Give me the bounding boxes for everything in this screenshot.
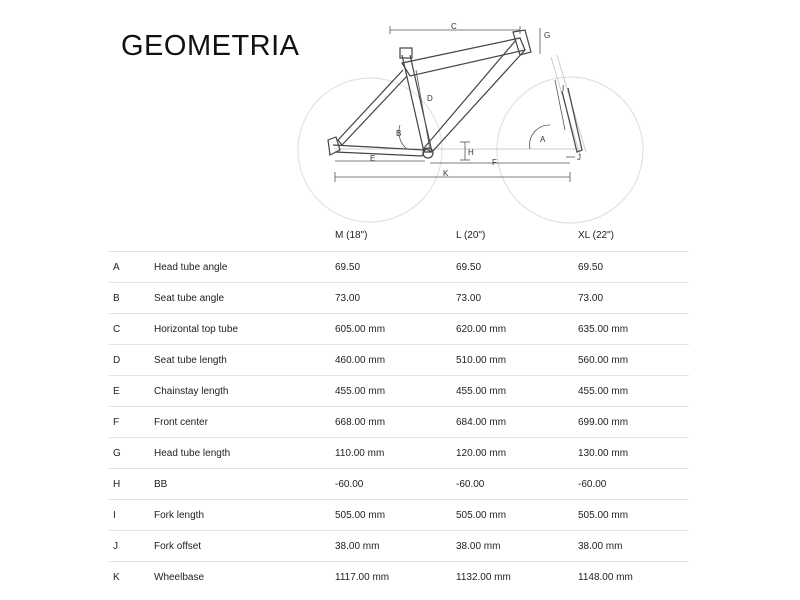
row-name: Seat tube angle <box>154 283 335 314</box>
label-g: G <box>544 31 551 40</box>
row-value-m: 38.00 mm <box>335 531 456 562</box>
table-row <box>109 252 689 283</box>
label-i: I <box>562 84 565 93</box>
row-value-l: 684.00 mm <box>456 407 578 438</box>
row-name: BB <box>154 469 335 500</box>
row-value-m: 1117.00 mm <box>335 562 456 593</box>
label-k: K <box>443 169 449 178</box>
row-value-m: 505.00 mm <box>335 500 456 531</box>
page-title: GEOMETRIA <box>121 30 300 62</box>
row-value-m: 110.00 mm <box>335 438 456 469</box>
row-value-xl: -60.00 <box>578 469 689 500</box>
header-size-xl: XL (22") <box>578 230 614 241</box>
row-key: E <box>109 376 154 407</box>
label-c: C <box>451 22 457 31</box>
label-h: H <box>468 148 474 157</box>
label-e: E <box>370 154 376 163</box>
label-d: D <box>427 94 433 103</box>
row-key: K <box>109 562 154 593</box>
row-value-m: -60.00 <box>335 469 456 500</box>
row-name: Seat tube length <box>154 345 335 376</box>
row-key: J <box>109 531 154 562</box>
row-key: C <box>109 314 154 345</box>
row-key: B <box>109 283 154 314</box>
label-b: B <box>396 129 402 138</box>
label-a: A <box>540 135 546 144</box>
table-row <box>109 283 689 314</box>
row-name: Chainstay length <box>154 376 335 407</box>
row-value-l: 38.00 mm <box>456 531 578 562</box>
row-value-l: 1132.00 mm <box>456 562 578 593</box>
row-value-xl: 560.00 mm <box>578 345 689 376</box>
header-size-m: M (18") <box>335 230 368 241</box>
row-value-xl: 505.00 mm <box>578 500 689 531</box>
table-row <box>109 438 689 469</box>
row-name: Wheelbase <box>154 562 335 593</box>
table-row <box>109 500 689 531</box>
row-key: F <box>109 407 154 438</box>
row-value-l: 73.00 <box>456 283 578 314</box>
table-row <box>109 376 689 407</box>
header-key <box>109 220 154 252</box>
row-name: Head tube length <box>154 438 335 469</box>
table-row <box>109 562 689 593</box>
row-value-l: 620.00 mm <box>456 314 578 345</box>
row-key: I <box>109 500 154 531</box>
header-size-l: L (20") <box>456 230 486 241</box>
row-value-xl: 699.00 mm <box>578 407 689 438</box>
row-key: H <box>109 469 154 500</box>
table-row <box>109 314 689 345</box>
row-value-l: 69.50 <box>456 252 578 283</box>
row-value-xl: 38.00 mm <box>578 531 689 562</box>
row-value-xl: 1148.00 mm <box>578 562 689 593</box>
row-value-m: 668.00 mm <box>335 407 456 438</box>
row-value-m: 605.00 mm <box>335 314 456 345</box>
geometry-diagram <box>0 0 800 240</box>
row-value-xl: 130.00 mm <box>578 438 689 469</box>
row-value-l: 455.00 mm <box>456 376 578 407</box>
row-value-l: -60.00 <box>456 469 578 500</box>
row-name: Fork length <box>154 500 335 531</box>
row-value-l: 510.00 mm <box>456 345 578 376</box>
row-value-xl: 69.50 <box>578 252 689 283</box>
row-value-m: 69.50 <box>335 252 456 283</box>
label-f: F <box>492 158 497 167</box>
table-row <box>109 531 689 562</box>
row-value-m: 460.00 mm <box>335 345 456 376</box>
row-value-m: 455.00 mm <box>335 376 456 407</box>
label-j: J <box>577 153 581 162</box>
row-value-l: 120.00 mm <box>456 438 578 469</box>
table-header-row <box>109 220 689 252</box>
row-key: D <box>109 345 154 376</box>
row-value-m: 73.00 <box>335 283 456 314</box>
table-row <box>109 469 689 500</box>
table-row <box>109 407 689 438</box>
header-name <box>154 220 335 252</box>
row-name: Head tube angle <box>154 252 335 283</box>
row-value-l: 505.00 mm <box>456 500 578 531</box>
row-name: Front center <box>154 407 335 438</box>
row-name: Horizontal top tube <box>154 314 335 345</box>
row-key: A <box>109 252 154 283</box>
geometry-table <box>109 220 689 592</box>
row-value-xl: 455.00 mm <box>578 376 689 407</box>
row-value-xl: 73.00 <box>578 283 689 314</box>
row-value-xl: 635.00 mm <box>578 314 689 345</box>
table-row <box>109 345 689 376</box>
row-key: G <box>109 438 154 469</box>
row-name: Fork offset <box>154 531 335 562</box>
